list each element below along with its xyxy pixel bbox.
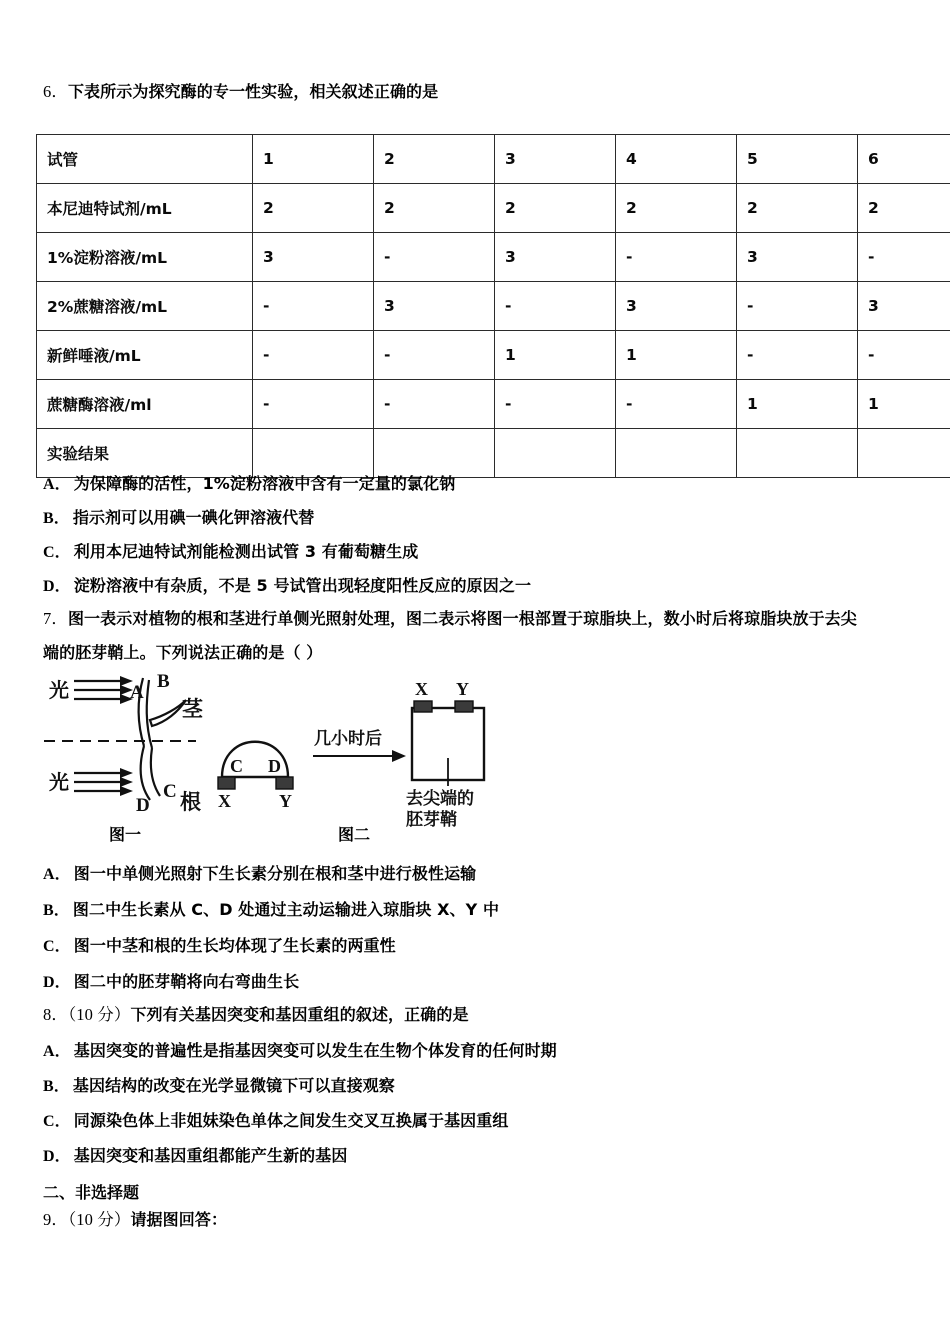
option-text: 基因结构的改变在光学显微镜下可以直接观察 (72, 1076, 395, 1095)
fig2-transition-arrow-head-icon (392, 750, 406, 762)
table-cell: 2 (858, 184, 950, 233)
question-7-option-d (43, 969, 299, 992)
option-text: 基因突变的普遍性是指基因突变可以发生在生物个体发育的任何时期 (73, 1041, 557, 1060)
option-label: A． (43, 476, 71, 493)
fig2-caption: 图二 (338, 825, 371, 844)
table-cell: 2 (616, 184, 737, 233)
question-7-stem-line-1 (43, 607, 857, 632)
fig2-agar-block-x (218, 777, 235, 789)
question-8-stem (43, 1003, 469, 1028)
fig1-point-b-label: B (157, 671, 170, 692)
table-cell (858, 429, 950, 478)
table-cell: 1 (616, 331, 737, 380)
table-row-header: 新鲜唾液/mL (37, 331, 253, 380)
question-8-stem-text: 下列有关基因突变和基因重组的叙述，正确的是 (130, 1005, 469, 1024)
table-cell: 2 (374, 135, 495, 184)
question-6-number: 6． (43, 82, 68, 101)
option-label: B． (43, 902, 70, 919)
option-text: 同源染色体上非姐妹染色单体之间发生交叉互换属于基因重组 (73, 1111, 509, 1130)
table-cell: - (737, 331, 858, 380)
question-9-score: （10 分） (67, 1210, 131, 1229)
table-cell: - (858, 233, 950, 282)
table-cell: - (253, 282, 374, 331)
fig2-block-y-label: Y (279, 791, 292, 811)
table-cell: 1 (858, 380, 950, 429)
fig2-arch-c-label: C (230, 756, 243, 776)
fig2-box-x-label: X (415, 679, 428, 699)
table-row-header: 试管 (37, 135, 253, 184)
table-cell: 2 (737, 184, 858, 233)
table-row (37, 282, 950, 331)
fig1-caption: 图一 (109, 825, 142, 844)
question-8-option-a (43, 1038, 557, 1061)
option-label: D． (43, 578, 71, 595)
table-row (37, 184, 950, 233)
question-8-option-b (43, 1073, 395, 1096)
question-7-stem-line-2 (43, 641, 322, 666)
question-7-stem-text-1: 图一表示对植物的根和茎进行单侧光照射处理，图二表示将图一根部置于琼脂块上，数小时后将琼脂块放于去尖 (67, 609, 857, 628)
option-label: D． (43, 1148, 71, 1165)
table-cell (616, 429, 737, 478)
question-8-score: （10 分） (67, 1005, 131, 1024)
option-text: 为保障酶的活性，1%淀粉溶液中含有一定量的氯化钠 (73, 474, 456, 493)
table-cell: - (737, 282, 858, 331)
fig2-coleoptile-label-line2: 胚芽鞘 (406, 810, 457, 830)
table-row-header: 实验结果 (37, 429, 253, 478)
fig1-point-a-label: A (130, 682, 144, 703)
question-7-option-c (43, 933, 396, 956)
section-2-title: 二、非选择题 (43, 1183, 140, 1202)
question-6-stem-text: 下表所示为探究酶的专一性实验，相关叙述正确的是 (67, 82, 439, 101)
option-text: 基因突变和基因重组都能产生新的基因 (73, 1146, 348, 1165)
question-7-number: 7． (43, 609, 68, 628)
option-text: 淀粉溶液中有杂质，不是 5 号试管出现轻度阳性反应的原因之一 (73, 576, 532, 595)
question-8-option-d (43, 1143, 347, 1166)
table-cell: 2 (374, 184, 495, 233)
question-9-stem-text: 请据图回答： (130, 1210, 228, 1229)
fig1-stem-label: 茎 (182, 697, 203, 721)
fig2-coleoptile-label-line1: 去尖端的 (406, 789, 474, 809)
fig1-root-label: 根 (180, 790, 201, 814)
table-cell: - (253, 380, 374, 429)
question-9-number: 9． (43, 1210, 68, 1229)
option-label: D． (43, 974, 71, 991)
table-cell: 3 (737, 233, 858, 282)
option-text: 图二中生长素从 C、D 处通过主动运输进入琼脂块 X、Y 中 (72, 900, 500, 919)
option-label: A． (43, 1043, 71, 1060)
fig1-light-bottom-label: 光 (49, 770, 69, 794)
light-arrowheads-bottom-icon (120, 768, 133, 796)
table-cell: 4 (616, 135, 737, 184)
question-7-option-b (43, 897, 499, 920)
table-row-header: 1%淀粉溶液/mL (37, 233, 253, 282)
question-6-stem (43, 80, 438, 105)
question-7-stem-text-2: 端的胚芽鞘上。下列说法正确的是（ ） (43, 643, 323, 662)
fig2-box-agar-x (414, 701, 432, 712)
table-cell: 3 (616, 282, 737, 331)
table-row (37, 331, 950, 380)
question-6-option-b (43, 505, 314, 528)
table-cell: 3 (495, 233, 616, 282)
question-6-option-c (43, 539, 418, 562)
table-row (37, 380, 950, 429)
option-text: 图一中茎和根的生长均体现了生长素的两重性 (73, 936, 396, 955)
question-8-option-c (43, 1108, 508, 1131)
option-text: 利用本尼迪特试剂能检测出试管 3 有葡萄糖生成 (73, 542, 419, 561)
option-label: A． (43, 866, 71, 883)
table-row-header: 蔗糖酶溶液/ml (37, 380, 253, 429)
fig2-arch-d-label: D (268, 756, 281, 776)
table-cell: - (616, 233, 737, 282)
fig1-light-top-label: 光 (49, 678, 69, 702)
light-arrows-top-icon (74, 681, 120, 699)
table-cell: - (374, 233, 495, 282)
option-text: 图一中单侧光照射下生长素分别在根和茎中进行极性运输 (73, 864, 477, 883)
table-cell: - (495, 282, 616, 331)
question-7-option-a (43, 861, 476, 884)
table-cell (495, 429, 616, 478)
table-row-header: 本尼迪特试剂/mL (37, 184, 253, 233)
option-label: C． (43, 1113, 71, 1130)
table-row-header: 2%蔗糖溶液/mL (37, 282, 253, 331)
question-6-option-a (43, 471, 455, 494)
table-cell: 3 (374, 282, 495, 331)
table-cell: 3 (253, 233, 374, 282)
question-9-stem (43, 1208, 227, 1233)
table-cell: 3 (858, 282, 950, 331)
table-cell: 5 (737, 135, 858, 184)
light-arrows-bottom-icon (74, 773, 120, 791)
table-cell: - (616, 380, 737, 429)
option-label: B． (43, 1078, 70, 1095)
fig2-block-x-label: X (218, 791, 231, 811)
fig2-arrow-label: 几小时后 (314, 729, 382, 749)
question-6-option-d (43, 573, 531, 596)
option-label: B． (43, 510, 70, 527)
fig2-box-y-label: Y (456, 679, 469, 699)
table-cell: 1 (495, 331, 616, 380)
fig2-box-agar-y (455, 701, 473, 712)
table-cell: - (253, 331, 374, 380)
table-cell: 2 (253, 184, 374, 233)
table-cell: - (495, 380, 616, 429)
table-cell: - (374, 380, 495, 429)
table-cell (737, 429, 858, 478)
fig2-agar-block-y (276, 777, 293, 789)
fig1-point-c-label: C (163, 781, 177, 802)
table-cell: 1 (737, 380, 858, 429)
option-label: C． (43, 938, 71, 955)
question-8-number: 8． (43, 1005, 68, 1024)
table-cell: 3 (495, 135, 616, 184)
table-row (37, 233, 950, 282)
option-label: C． (43, 544, 71, 561)
option-text: 指示剂可以用碘一碘化钾溶液代替 (72, 508, 315, 527)
table-cell: 6 (858, 135, 950, 184)
table-cell: 2 (495, 184, 616, 233)
table-cell: - (858, 331, 950, 380)
fig1-point-d-label: D (136, 795, 150, 816)
enzyme-specificity-table (36, 134, 950, 478)
table-row (37, 135, 950, 184)
table-cell: 1 (253, 135, 374, 184)
table-cell: - (374, 331, 495, 380)
option-text: 图二中的胚芽鞘将向右弯曲生长 (73, 972, 300, 991)
